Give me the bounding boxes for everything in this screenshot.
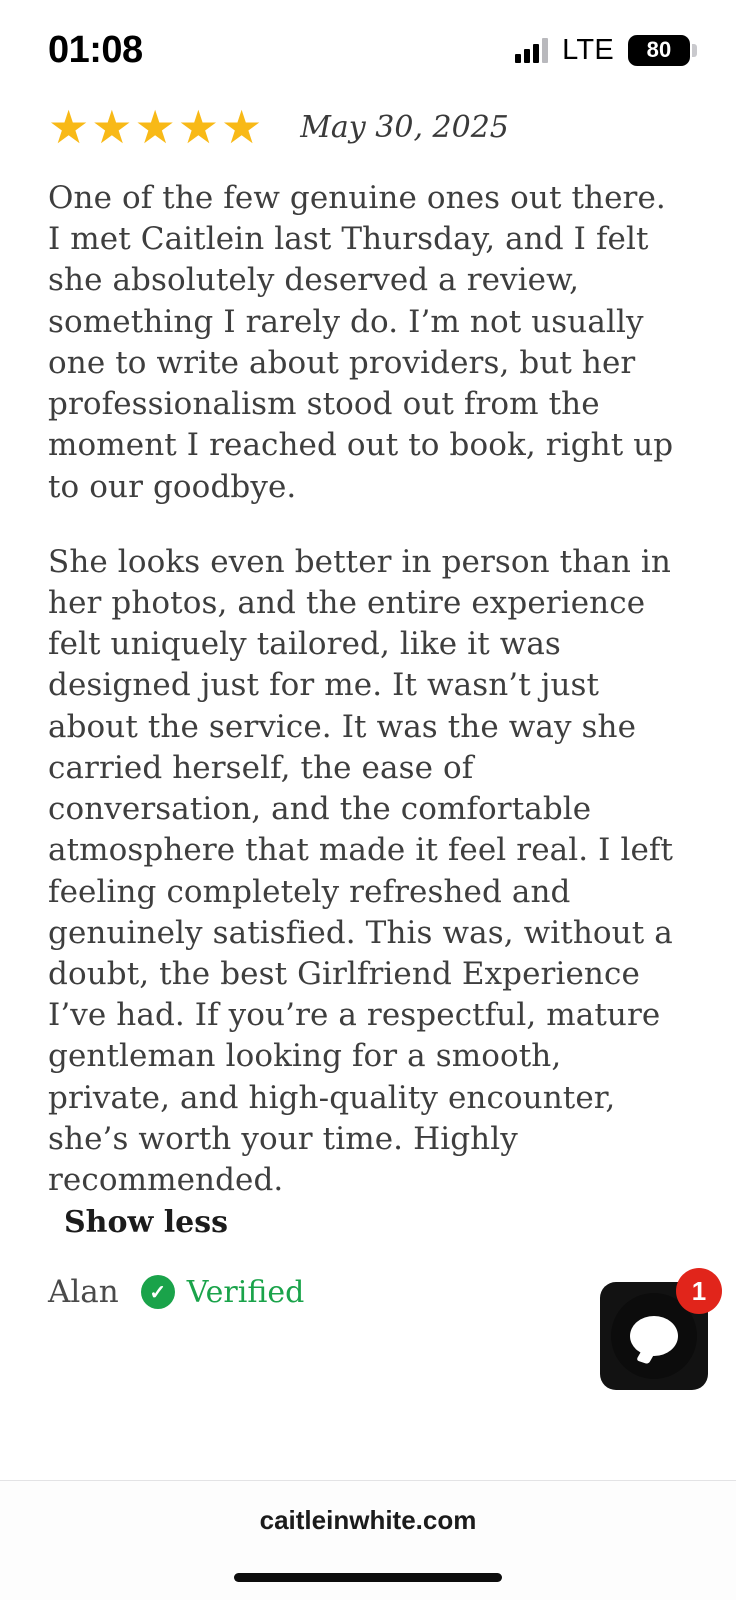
home-indicator[interactable] bbox=[234, 1573, 502, 1582]
status-badge bbox=[141, 1275, 305, 1310]
review-card bbox=[0, 100, 736, 1311]
review-date: May 30, 2025 bbox=[300, 109, 509, 145]
browser-bottom-bar bbox=[0, 1480, 736, 1600]
site-url-label[interactable]: caitleinwhite.com bbox=[259, 1505, 477, 1535]
status-bar bbox=[0, 0, 736, 96]
network-type-label: LTE bbox=[562, 33, 614, 66]
reviewer-name: Alan bbox=[48, 1274, 119, 1311]
review-paragraph: One of the few genuine ones out there. I met Caitlein last Thursday, and I felt she absolutely deserved a review, something I rarely do. I’m not usually one to write about providers, but her professionalism stood out from the moment I reached out to book, right up to our goodbye. bbox=[48, 180, 674, 505]
review-paragraph: She looks even better in person than in her photos, and the entire experience felt uniquely tailored, like it was designed just for me. It wasn’t just about the service. It was the way she carried herself, the ease of conversation, and the comfortable atmosphere that made it feel real. I left feeling completely refreshed and genuinely satisfied. This was, without a doubt, the best Girlfriend Experience I’ve had. If you’re a respectful, mature gentleman looking for a smooth, private, and high-quality encounter, she’s worth your time. Highly recommended. bbox=[48, 543, 674, 1199]
reviewer-info bbox=[48, 1274, 688, 1310]
battery-icon bbox=[628, 35, 690, 66]
review-header bbox=[48, 100, 688, 154]
star-rating-icon: ★★★★★ bbox=[48, 100, 265, 154]
battery-level-label: 80 bbox=[646, 37, 672, 62]
chat-bubble-icon bbox=[630, 1316, 678, 1356]
chat-widget-button[interactable] bbox=[600, 1275, 708, 1390]
chat-unread-badge: 1 bbox=[676, 1268, 722, 1314]
verified-check-icon: ✓ bbox=[141, 1275, 175, 1309]
status-bar-clock: 01:08 bbox=[48, 28, 143, 71]
verified-label: Verified bbox=[186, 1274, 305, 1310]
status-bar-indicators bbox=[515, 30, 690, 67]
cellular-signal-icon bbox=[515, 37, 548, 63]
show-less-toggle[interactable]: Show less bbox=[64, 1205, 229, 1241]
review-text bbox=[48, 178, 688, 1201]
